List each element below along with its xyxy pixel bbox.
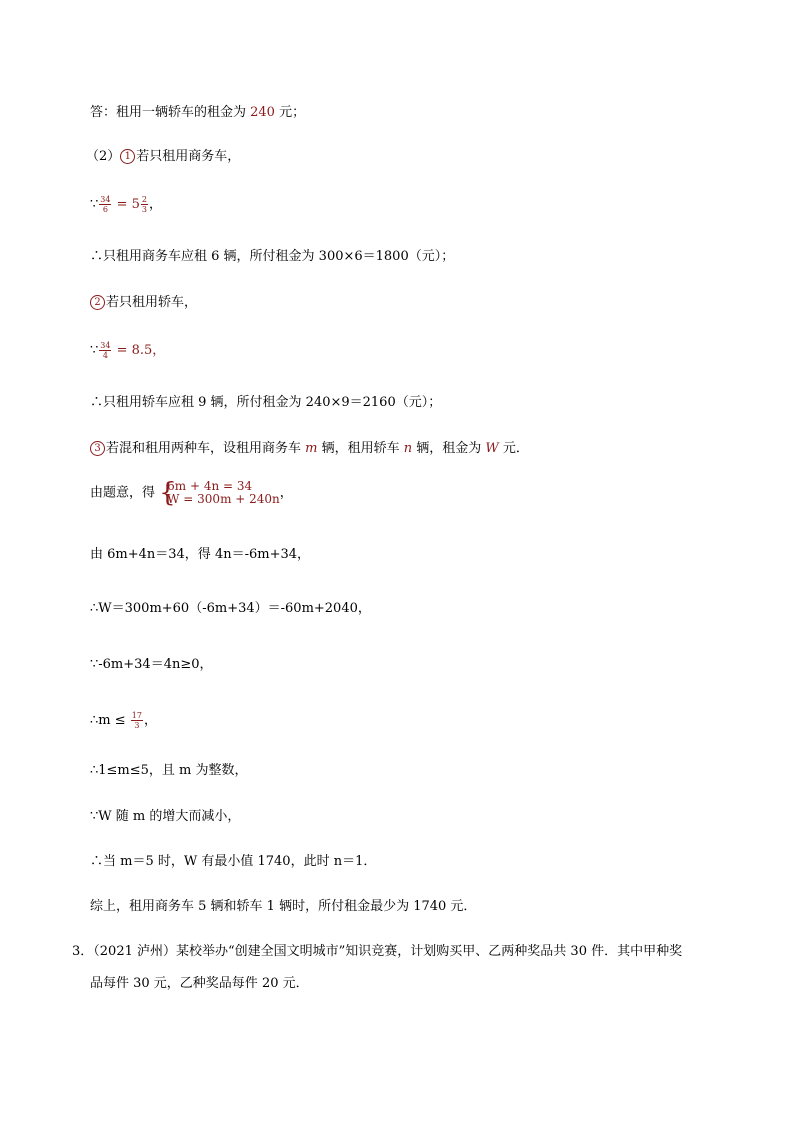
part2-case1-heading: （2） 1 若只租用商务车， [86, 149, 241, 164]
fraction-34-6: $\frac{34}{6}$ [100, 195, 111, 214]
result-line-2: ∴只租用轿车应租 9 辆，所付租金为 240×9＝2160（元）； [90, 395, 442, 410]
system-equation-2: W = 300m + 240n [167, 492, 280, 506]
step-line-4: ∴m ≤ $\frac{17}{3}$ ， [90, 711, 157, 730]
question-number: 3． [72, 944, 94, 959]
step-line-3: ∵-6m+34＝4n≥0， [90, 657, 213, 672]
step-line-1: 由 6m+4n＝34，得 4n＝-6m+34， [90, 547, 311, 562]
circle-number-2: 2 [90, 295, 105, 310]
step-line-2: ∴W＝300m+60（-6m+34）＝-60m+2040， [90, 601, 371, 616]
fraction-17-3: $\frac{17}{3}$ [131, 711, 142, 730]
since-line-2: ∵ $\frac{34}{4}$ = 8.5， [90, 341, 166, 360]
circle-number-3: 3 [90, 441, 105, 456]
answer-value: 240 [250, 105, 275, 120]
part2-case2-heading: 2 若只租用轿车， [90, 294, 197, 312]
step-line-7: ∴当 m＝5 时，W 有最小值 1740，此时 n＝1． [90, 854, 377, 869]
fraction-34-4: $\frac{34}{4}$ [100, 341, 111, 360]
equation-system: { 6m + 4n = 34 W = 300m + 240n [159, 478, 280, 508]
conclusion-line: 综上，租用商务车 5 辆和轿车 1 辆时，所付租金最少为 1740 元． [90, 899, 477, 914]
fraction-2-3: $\frac{2}{3}$ [141, 195, 147, 214]
step-line-5: ∴1≤m≤5，且 m 为整数， [90, 763, 248, 778]
question-3-line-2: 品每件 30 元，乙种奖品每件 20 元． [90, 976, 309, 991]
result-line-1: ∴只租用商务车应租 6 辆，所付租金为 300×6＝1800（元）； [90, 249, 455, 264]
question-3-line-1: 3．（2021 泸州）某校举办“创建全国文明城市”知识竞赛，计划购买甲、乙两种奖品共 30 件．其中甲种奖 [72, 944, 683, 959]
answer-line: 答：租用一辆轿车的租金为 240 元； [90, 105, 306, 120]
system-equation-1: 6m + 4n = 34 [167, 479, 253, 493]
part2-case3-heading: 3 若混和租用两种车，设租用商务车 m 辆，租用轿车 n 辆，租金为 W 元． [90, 440, 529, 458]
circle-number-1: 1 [120, 149, 135, 164]
since-line-1: ∵ $\frac{34}{6}$ = 5 $\frac{2}{3}$ ， [90, 195, 163, 214]
step-line-6: ∵W 随 m 的增大而减小， [90, 809, 241, 824]
equation-system-line: 由题意，得 { 6m + 4n = 34 W = 300m + 240n ， [90, 478, 293, 508]
